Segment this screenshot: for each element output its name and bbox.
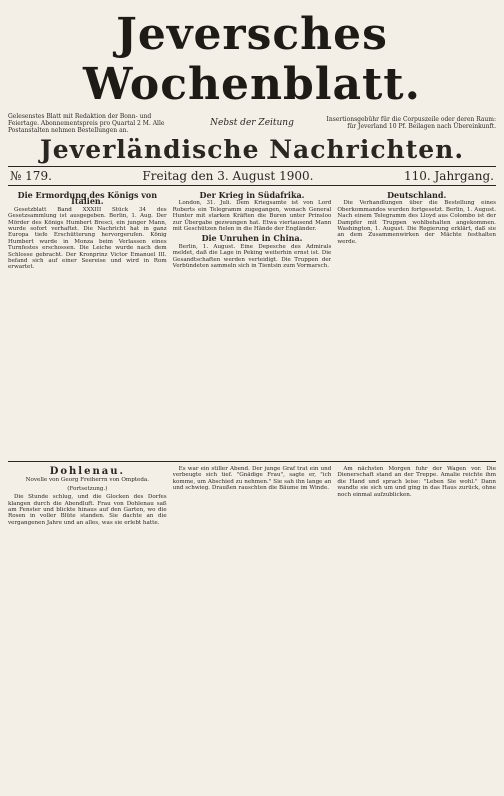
feuilleton-column-2 bbox=[173, 466, 332, 796]
column-heading: Die Ermordung des Königs von Italien. bbox=[17, 190, 158, 207]
news-column-1 bbox=[8, 189, 167, 457]
feuilleton-column-1 bbox=[8, 466, 167, 796]
subtitle-right: Insertionsgebühr für die Corpuszeile oder deren Raum: für Jeverland 10 Pf. Beilagen nach Übereinkunft. bbox=[326, 116, 496, 130]
subtitle-row bbox=[8, 112, 496, 134]
issue-bar bbox=[8, 166, 496, 186]
news-column-2 bbox=[173, 189, 332, 457]
section-divider bbox=[8, 461, 496, 462]
feuilleton-title: Dohlenau. bbox=[49, 466, 125, 477]
issue-date: Freitag den 3. August 1900. bbox=[142, 169, 314, 183]
feuilleton-byline: Novelle von Georg Freiherrn von Ompteda. bbox=[25, 477, 150, 484]
second-title: Jeverländische Nachrichten. bbox=[39, 135, 465, 164]
column-heading: Deutschland. bbox=[387, 190, 447, 200]
news-columns bbox=[8, 189, 496, 457]
news-column-3 bbox=[337, 189, 496, 457]
feuilleton-column-3 bbox=[337, 466, 496, 796]
column-heading: Der Krieg in Südafrika. bbox=[199, 190, 305, 200]
feuilleton-text: Die Stunde schlug, und die Glocken des Dorfes klangen durch die Abendluft. Frau von Dohlenau saß am Fenster und blickte hinaus auf den Garten, wo die Rosen in voller Blüte standen. Sie dachte an die vergangenen Jahre und an alles, was sie erlebt hatte. bbox=[8, 494, 167, 526]
column-text: Gesetzblatt Band XXXIII Stück 34 des Gesetzsammlung ist ausgegeben. Berlin, 1. Aug. Der Mörder des Königs Humbert Bresci, ein junger Mann, wurde sofort verhaftet. Die Nachricht hat in ganz Europa tiefe Erschütterung hervorgerufen. König Humbert wurde in Monza beim Verlassen eines Turnfestes erschossen. Die Leiche wurde nach dem Schlosse gebracht. Der Kronprinz Victor Emanuel III. befand sich auf einer Seereise und wird in Rom erwartet. bbox=[8, 206, 167, 271]
feuilleton bbox=[8, 466, 496, 796]
feuilleton-text: Am nächsten Morgen fuhr der Wagen vor. Die Dienerschaft stand an der Treppe. Amalie reichte ihm die Hand und sprach leise: "Leben Sie wohl." Dann wandte sie sich um und ging in das Haus zurück, ohne noch einmal aufzublicken. bbox=[337, 466, 496, 498]
column-text-2: Berlin, 1. August. Eine Depesche des Admirals meldet, daß die Lage in Peking weiterhin ernst ist. Die Gesandtschaften werden verteidigt. Die Truppen der Verbündeten sammeln sich in Tientsin zum Vormarsch. bbox=[172, 243, 332, 270]
subtitle-mid: Nebst der Zeitung bbox=[210, 117, 294, 128]
subtitle-left: Gelesenstes Blatt mit Redaktion der Bonn- und Feiertage. Abonnementspreis pro Quartal 2 M. Alle Postanstalten nehmen Bestellungen an. bbox=[8, 112, 165, 134]
feuilleton-text: Es war ein stiller Abend. Der junge Graf trat ein und verbeugte sich tief. "Gnädige Frau", sagte er, "ich komme, um Abschied zu nehmen." Sie sah ihn lange an und schwieg. Draußen rauschten die Bäume im Winde. bbox=[172, 466, 332, 492]
masthead-title: Jeversches Wochenblatt. bbox=[83, 9, 421, 110]
issue-number: № 179. bbox=[10, 169, 52, 183]
issue-year: 110. Jahrgang. bbox=[403, 169, 494, 183]
feuilleton-continued: (Fortsetzung.) bbox=[67, 485, 108, 492]
column-heading-2: Die Unruhen in China. bbox=[201, 233, 303, 244]
column-text: London, 31. Juli. Dem Kriegsamte ist von Lord Roberts ein Telegramm zugegangen, wonach General Hunter mit starken Kräften die Buren unter Prinsloo zur Übergabe gezwungen hat. Etwa viertausend Mann mit Geschützen fielen in die Hände der Engländer. bbox=[172, 200, 332, 233]
column-text: Die Verhandlungen über die Bestellung eines Oberkommandos wurden fortgesetzt. Berlin, 1. August. Nach einem Telegramm des Lloyd aus Colombo ist der Dampfer mit Truppen wohlbehalten angekommen. Washington, 1. August. Die Regierung erklärt, daß sie an dem Zusammenwirken der Mächte festhalten werde. bbox=[337, 200, 496, 245]
